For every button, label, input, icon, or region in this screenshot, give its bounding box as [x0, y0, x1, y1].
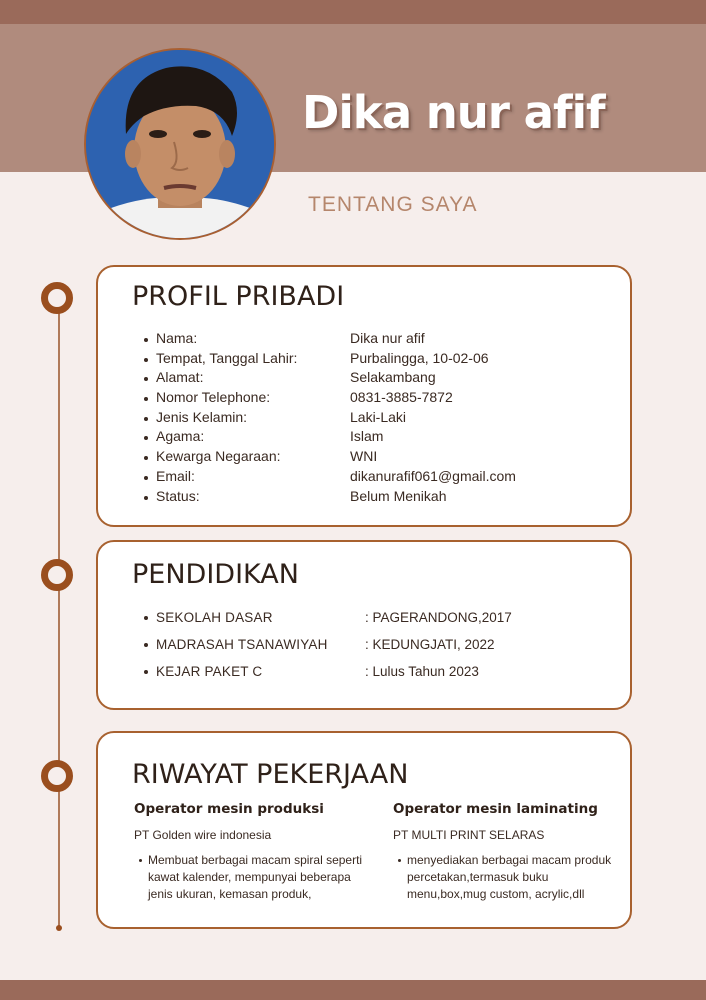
- profile-card: [96, 265, 632, 527]
- job-company: PT Golden wire indonesia: [134, 828, 272, 842]
- bullet-icon: [398, 859, 401, 862]
- education-label: KEJAR PAKET C: [156, 664, 263, 679]
- profile-title: PROFIL PRIBADI: [132, 281, 345, 312]
- profile-value: Belum Menikah: [350, 487, 447, 504]
- education-label: MADRASAH TSANAWIYAH: [156, 637, 328, 652]
- bullet-icon: [144, 496, 148, 500]
- profile-label: Status:: [156, 487, 200, 504]
- profile-label: Nama:: [156, 330, 198, 346]
- job-description: menyediakan berbagai macam produk percetakan,termasuk buku menu,box,mug custom, acrylic,dll: [407, 853, 612, 901]
- bullet-icon: [144, 476, 148, 480]
- profile-value: 0831-3885-7872: [350, 389, 453, 406]
- bullet-icon: [144, 670, 148, 674]
- bullet-icon: [144, 358, 148, 362]
- bullet-icon: [144, 456, 148, 460]
- profile-value: Dika nur afif: [350, 330, 425, 346]
- job-company: PT MULTI PRINT SELARAS: [393, 828, 545, 842]
- job-description-item: [134, 852, 374, 903]
- profile-photo: [84, 48, 276, 240]
- job-description: Membuat berbagai macam spiral seperti kawat kalender, mempunyai beberapa jenis ukuran, kemasan produk,: [148, 853, 363, 901]
- timeline-dot-profile: [41, 282, 73, 314]
- profile-value: dikanurafif061@gmail.com: [350, 467, 516, 484]
- timeline-dot-work: [41, 760, 73, 792]
- education-label: SEKOLAH DASAR: [156, 610, 273, 625]
- bullet-icon: [144, 643, 148, 647]
- bullet-icon: [144, 417, 148, 421]
- education-card: [96, 540, 632, 710]
- top-accent-bar: [0, 0, 706, 24]
- bottom-accent-bar: [0, 980, 706, 1000]
- bullet-icon: [144, 616, 148, 620]
- profile-value: WNI: [350, 448, 378, 465]
- profile-label: Email:: [156, 467, 195, 484]
- bullet-icon: [139, 859, 142, 862]
- bullet-icon: [144, 377, 148, 381]
- bullet-icon: [144, 397, 148, 401]
- profile-label: Jenis Kelamin:: [156, 408, 248, 425]
- about-me-label: TENTANG SAYA: [308, 193, 478, 216]
- job-entry-1: [134, 801, 374, 903]
- timeline-dot-education: [41, 559, 73, 591]
- profile-value: Laki-Laki: [350, 408, 407, 425]
- education-value: : PAGERANDONG,2017: [365, 610, 512, 625]
- work-history-card: [96, 731, 632, 929]
- timeline-line: [58, 298, 60, 928]
- profile-label: Alamat:: [156, 369, 204, 386]
- work-title: RIWAYAT PEKERJAAN: [132, 759, 409, 790]
- education-value: : KEDUNGJATI, 2022: [365, 637, 495, 652]
- bullet-icon: [144, 338, 148, 342]
- education-title: PENDIDIKAN: [132, 559, 299, 590]
- job-entry-2: [393, 801, 633, 903]
- job-title: Operator mesin laminating: [393, 801, 598, 817]
- bullet-icon: [144, 436, 148, 440]
- candidate-name: Dika nur afif: [302, 86, 605, 139]
- profile-value: Selakambang: [350, 369, 436, 386]
- profile-label: Agama:: [156, 428, 205, 445]
- profile-value: Purbalingga, 10-02-06: [350, 349, 489, 366]
- timeline-end-dot: [56, 925, 62, 931]
- job-title: Operator mesin produksi: [134, 801, 324, 817]
- profile-label: Kewarga Negaraan:: [156, 448, 281, 465]
- profile-label: Nomor Telephone:: [156, 389, 271, 406]
- profile-value: Islam: [350, 428, 384, 445]
- portrait-illustration: [86, 50, 274, 238]
- education-value: : Lulus Tahun 2023: [365, 664, 479, 679]
- job-description-item: [393, 852, 633, 903]
- profile-label: Tempat, Tanggal Lahir:: [156, 349, 298, 366]
